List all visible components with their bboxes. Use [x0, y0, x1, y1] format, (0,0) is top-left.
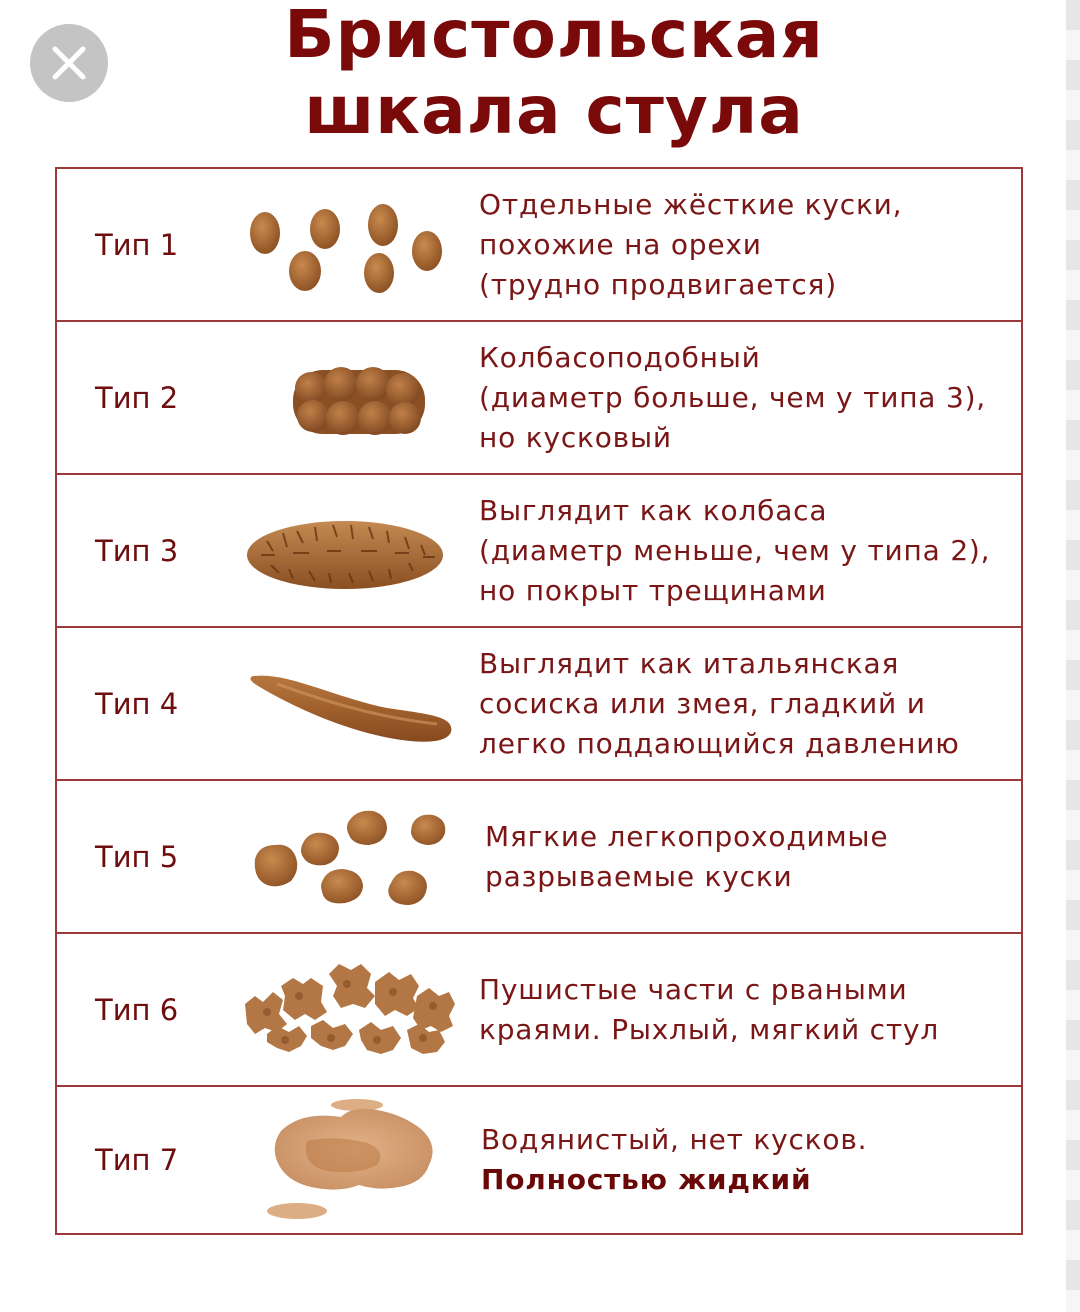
description-line: разрываемые куски [485, 859, 793, 893]
description-line: Выглядит как колбаса [479, 493, 828, 527]
row-label: Тип 2 [95, 380, 179, 415]
row-description [479, 628, 1049, 779]
description-line: легко поддающийся давлению [479, 726, 960, 760]
stool-type-4-illustration [237, 628, 467, 779]
description-line: (трудно продвигается) [479, 267, 837, 301]
title-line-1: Бристольская [284, 0, 824, 73]
stool-type-1-illustration [237, 169, 467, 320]
title-line-2: шкала стула [304, 72, 804, 149]
description-line: похожие на орехи [479, 227, 762, 261]
row-label: Тип 4 [95, 686, 179, 721]
bristol-scale-table [55, 167, 1023, 1235]
scroll-edge-strip [1066, 0, 1080, 1312]
row-description [479, 934, 1049, 1085]
description-line: Выглядит как итальянская [479, 646, 900, 680]
description-line: но покрыт трещинами [479, 573, 827, 607]
row-label: Тип 3 [95, 533, 179, 568]
description-line: (диаметр больше, чем у типа 3), [479, 380, 986, 414]
stool-type-5-illustration [237, 781, 467, 932]
row-description [479, 322, 1049, 473]
table-row-type-1 [57, 169, 1021, 322]
stool-type-6-illustration [237, 934, 467, 1085]
description-line: Отдельные жёсткие куски, [479, 187, 903, 221]
table-row-type-7 [57, 1087, 1021, 1233]
table-row-type-5 [57, 781, 1021, 934]
row-label: Тип 6 [95, 992, 179, 1027]
table-row-type-3 [57, 475, 1021, 628]
stool-type-2-illustration [237, 322, 467, 473]
description-line: Водянистый, нет кусков. [481, 1123, 868, 1156]
description-line: (диаметр меньше, чем у типа 2), [479, 533, 991, 567]
row-label: Тип 7 [95, 1143, 179, 1177]
description-line-bold: Полностью жидкий [481, 1163, 812, 1196]
description-line: сосиска или змея, гладкий и [479, 686, 926, 720]
description-line: Пушистые части с рваными [479, 972, 908, 1006]
stool-type-7-illustration [237, 1087, 467, 1233]
row-label: Тип 1 [95, 227, 179, 262]
description-line: но кусковый [479, 420, 672, 454]
description-line: Мягкие легкопроходимые [485, 819, 889, 853]
table-row-type-6 [57, 934, 1021, 1087]
row-label: Тип 5 [95, 839, 179, 874]
stool-type-3-illustration [237, 475, 467, 626]
row-description [479, 169, 1049, 320]
row-description [485, 781, 1055, 932]
row-description [481, 1087, 1051, 1233]
table-row-type-4 [57, 628, 1021, 781]
description-line: краями. Рыхлый, мягкий стул [479, 1012, 940, 1046]
description-line: Колбасоподобный [479, 340, 761, 374]
table-row-type-2 [57, 322, 1021, 475]
row-description [479, 475, 1049, 626]
